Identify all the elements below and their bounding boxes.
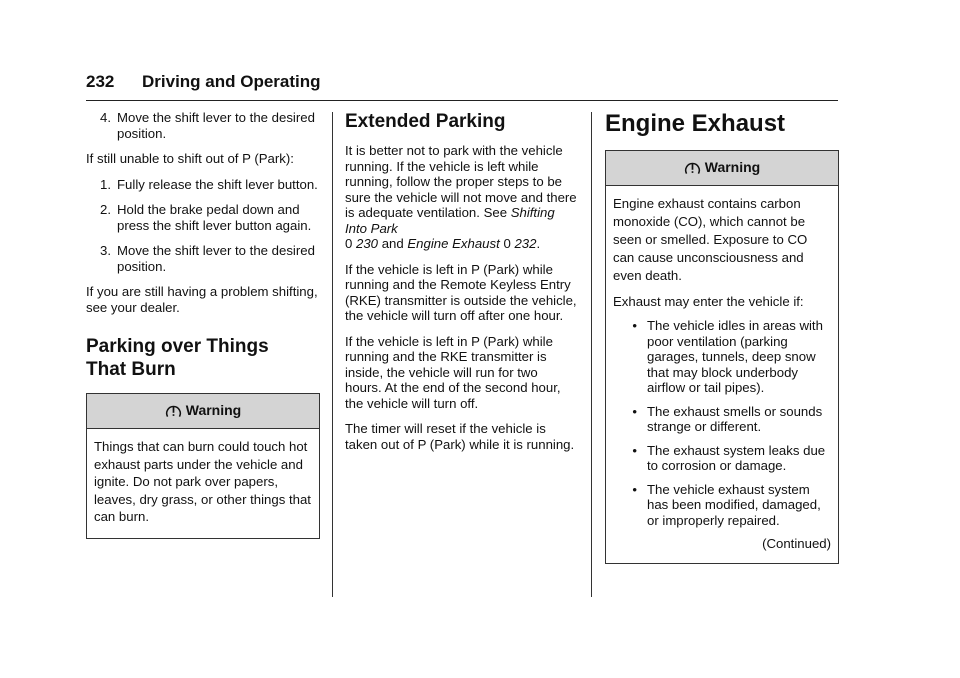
column-right: [605, 110, 839, 564]
warning-body: [606, 186, 838, 563]
bullet-item: [613, 443, 831, 474]
rke-inside-text: If the vehicle is left in P (Park) while running and the RKE transmitter is inside, the vehicle will run for two hours. At the end of the second hour, the vehicle will turn off.: [345, 333, 561, 411]
bullet-text: The vehicle exhaust system has been modified, damaged, or improperly repaired.: [647, 481, 821, 528]
bullet-text: The vehicle idles in areas with poor ventilation (parking garages, tunnels, deep snow that may block underbody airflow or tail pipes).: [647, 318, 823, 395]
and-text: and: [378, 236, 408, 251]
intro-text: It is better not to park with the vehicle running. If the vehicle is left while running, follow the proper steps to be sure the vehicle will not move and there is adequate ventilation. See: [345, 143, 577, 220]
warning-circle-icon: [684, 160, 701, 177]
substep-3: [86, 243, 320, 274]
warning-label: Warning: [185, 402, 242, 419]
substep-text: Fully release the shift lever button.: [117, 176, 318, 192]
substep-number: 1.: [100, 176, 111, 192]
section-heading-engine-exhaust: Engine Exhaust: [605, 110, 786, 137]
period: .: [536, 236, 541, 251]
bullet-item: [613, 404, 831, 435]
substep-number: 2.: [100, 202, 111, 217]
page-section-title: Driving and Operating: [142, 72, 321, 91]
bullet-text: The exhaust system leaks due to corrosion or damage.: [647, 442, 826, 473]
column-divider-2: [591, 112, 592, 597]
bullet-mark: •: [632, 481, 637, 497]
continued-label: (Continued): [762, 536, 831, 551]
substep-text: Move the shift lever to the desired position.: [117, 243, 315, 274]
bullet-text: The exhaust smells or sounds strange or different.: [647, 403, 823, 434]
if-still-unable-text: If still unable to shift out of P (Park):: [86, 151, 294, 166]
section-heading-extended-parking: Extended Parking: [345, 111, 506, 132]
heading-line-1: Parking over Things: [86, 336, 269, 357]
rke-outside-text: If the vehicle is left in P (Park) while running and the Remote Keyless Entry (RKE) transmitter is outside the vehicle, the vehicle will turn off after one hour.: [345, 261, 577, 323]
dealer-note: If you are still having a problem shifting, see your dealer.: [86, 284, 318, 315]
warning-text: Things that can burn could touch hot exhaust parts under the vehicle and ignite. Do not park over papers, leaves, dry grass, or other things that can burn.: [94, 439, 311, 524]
ref-page-232[interactable]: 232: [514, 236, 537, 251]
warning-body: [87, 429, 319, 538]
extended-parking-intro: [345, 143, 577, 252]
warning-header: [606, 151, 838, 186]
step-4: [86, 110, 320, 141]
warning-intro: Engine exhaust contains carbon monoxide (CO), which cannot be seen or smelled. Exposure to CO can cause unconsciousness and even death.: [613, 196, 808, 283]
substep-text: Hold the brake pedal down and press the shift lever button again.: [117, 202, 312, 233]
substep-2: [86, 202, 320, 233]
bullet-mark: •: [632, 403, 637, 419]
warning-label: Warning: [704, 159, 761, 176]
step-number: 4.: [100, 110, 111, 125]
substep-number: 3.: [100, 243, 111, 258]
page-header: [86, 72, 838, 101]
ref-glyph: 0: [345, 236, 353, 251]
bullet-item: [613, 318, 831, 396]
warning-box-parking: [86, 393, 320, 539]
timer-reset-text: The timer will reset if the vehicle is taken out of P (Park) while it is running.: [345, 421, 575, 452]
bullet-mark: •: [632, 442, 637, 458]
bullet-item: [613, 482, 831, 529]
section-heading-parking-over-things: [86, 335, 320, 381]
substep-1: [86, 177, 320, 193]
column-left: [86, 110, 320, 539]
column-middle: [345, 110, 577, 462]
heading-line-2: That Burn: [86, 359, 176, 380]
ref-shifting-into-park[interactable]: Shifting Into Park: [345, 205, 555, 236]
ref-glyph: 0: [503, 236, 511, 251]
exhaust-may-enter: Exhaust may enter the vehicle if:: [613, 294, 804, 309]
warning-header: [87, 394, 319, 429]
page-number: 232: [86, 72, 115, 91]
ref-engine-exhaust[interactable]: Engine Exhaust: [407, 236, 500, 251]
warning-circle-icon: [165, 403, 182, 420]
step-text: Move the shift lever to the desired position.: [117, 110, 315, 141]
ref-page-230[interactable]: 230: [356, 236, 379, 251]
bullet-mark: •: [632, 318, 637, 333]
column-divider-1: [332, 112, 333, 597]
warning-box-exhaust: [605, 150, 839, 564]
